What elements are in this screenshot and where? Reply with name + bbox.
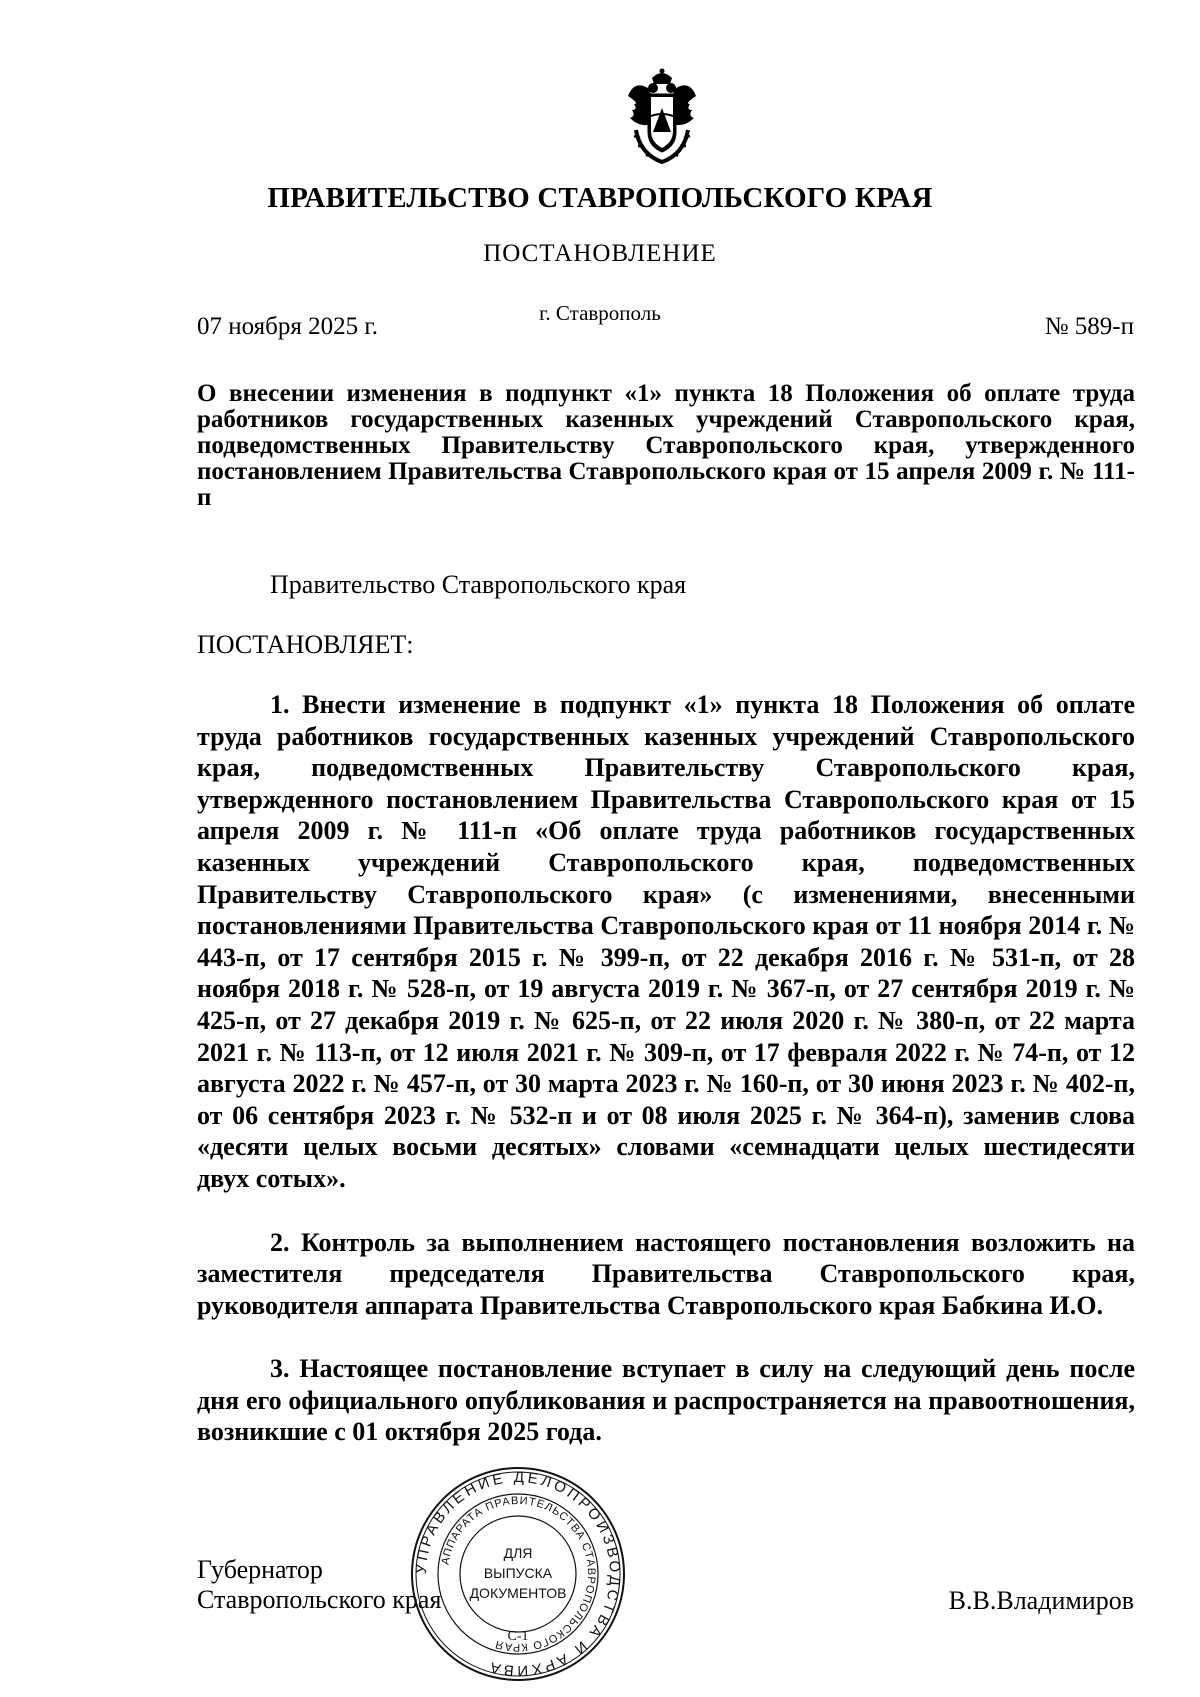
stamp-center-line-2: ВЫПУСКА xyxy=(483,1565,553,1581)
decree-word: ПОСТАНОВЛЯЕТ: xyxy=(197,630,414,659)
stamp-code: С-1 xyxy=(507,1629,529,1644)
document-subject: О внесении изменения в подпункт «1» пункта 18 Положения об оплате труда работников государственных казенных учреждений Ставропольского края, подведомственных Правительству Ставропольского края, утвержденного постановлением Правительства Ставропольского края от 15 апреля 2009 г. № 111-п xyxy=(197,380,1135,511)
signature-name: В.В.Владимиров xyxy=(948,1586,1134,1615)
document-body xyxy=(197,689,1135,1480)
document-number: № 589-п xyxy=(1044,313,1134,340)
preamble: Правительство Ставропольского края xyxy=(270,570,687,599)
document-type: ПОСТАНОВЛЕНИЕ xyxy=(483,240,717,267)
stamp-outer-text: УПРАВЛЕНИЕ ДЕЛОПРОИЗВОДСТВА И АРХИВА xyxy=(412,1468,624,1680)
issue-city: г. Ставрополь xyxy=(539,301,661,325)
stamp-inner-text: АППАРАТА ПРАВИТЕЛЬСТВА СТАВРОПОЛЬСКОГО КРАЯ xyxy=(439,1494,598,1654)
government-title: ПРАВИТЕЛЬСТВО СТАВРОПОЛЬСКОГО КРАЯ xyxy=(267,182,933,214)
paragraph-3: 3. Настоящее постановление вступает в силу на следующий день после дня его официального опубликования и распространяется на правоотношения, возникшие с 01 октября 2025 года. xyxy=(197,1354,1135,1447)
stamp-center-line-3: ДОКУМЕНТОВ xyxy=(469,1585,567,1601)
signature-post-line-2: Ставропольского края xyxy=(197,1585,442,1614)
signature-post-line-1: Губернатор xyxy=(197,1555,323,1584)
signature-post xyxy=(197,1555,441,1615)
stavropol-coat-of-arms-icon xyxy=(622,66,702,166)
paragraph-2: 2. Контроль за выполнением настоящего постановления возложить на заместителя председателя Правительства Ставропольского края, руководителя аппарата Правительства Ставропольского края Бабкина И.О. xyxy=(197,1227,1135,1320)
stamp-center-line-1: ДЛЯ xyxy=(503,1545,533,1561)
paragraph-1: 1. Внести изменение в подпункт «1» пункта 18 Положения об оплате труда работников государственных казенных учреждений Ставропольского края, подведомственных Правительству Ставропольского края, утвержденного постановлением Правительства Ставропольского края от 15 апреля 2009 г. № 111-п «Об оплате труда работников государственных казенных учреждений Ставропольского края, подведомственных Правительству Ставропольского края» (с изменениями, внесенными постановлениями Правительства Ставропольского края от 11 ноября 2014 г. № 443-п, от 17 сентября 2015 г. № 399-п, от 22 декабря 2016 г. № 531-п, от 28 ноября 2018 г. № 528-п, от 19 августа 2019 г. № 367-п, от 27 сентября 2019 г. № 425-п, от 27 декабря 2019 г. № 625-п, от 22 июля 2020 г. № 380-п, от 22 марта 2021 г. № 113-п, от 12 июля 2021 г. № 309-п, от 17 февраля 2022 г. № 74-п, от 12 августа 2022 г. № 457-п, от 30 марта 2023 г. № 160-п, от 30 июня 2023 г. № 402-п, от 06 сентября 2023 г. № 532-п и от 08 июля 2025 г. № 364-п), заменив слова «десяти целых восьми десятых» словами «семнадцати целых шестидесяти двух сотых». xyxy=(197,690,1135,1193)
document-date: 07 ноября 2025 г. xyxy=(197,313,379,340)
round-stamp-icon xyxy=(408,1464,628,1684)
